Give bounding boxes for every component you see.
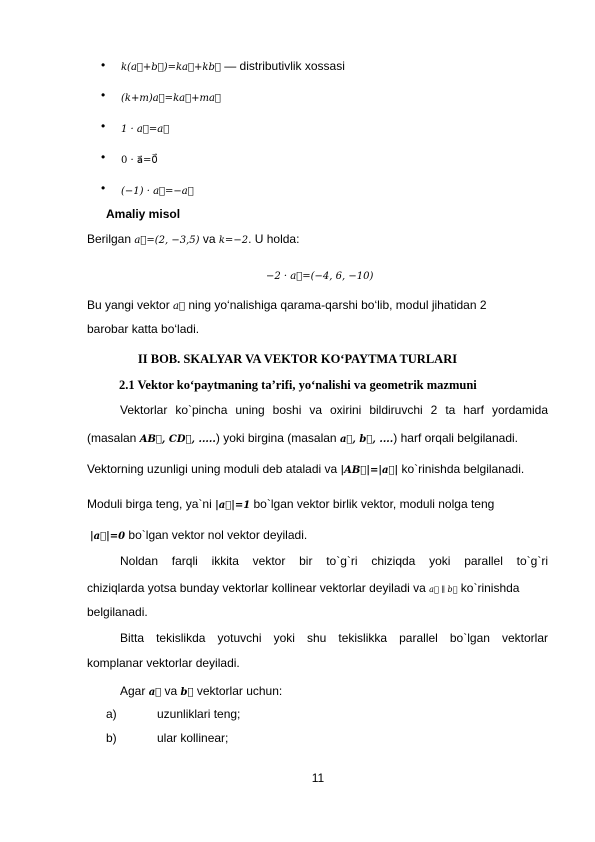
formula: a⃗ bbox=[173, 301, 186, 312]
list-item-marker: b) bbox=[106, 731, 117, 745]
example-result bbox=[266, 266, 373, 284]
section-title: 2.1 Vektor ko‘paytmaning ta’rifi, yo‘nalishi va geometrik mazmuni bbox=[119, 378, 477, 392]
list-item bbox=[121, 150, 158, 168]
paragraph-line: komplanar vektorlar deyiladi. bbox=[87, 656, 240, 670]
paragraph-line: Vektorlar ko`pincha uning boshi va oxirini bildiruvchi 2 ta harf yordamida bbox=[120, 403, 548, 417]
list-item: • bbox=[101, 88, 106, 102]
paragraph-line: Bitta tekislikda yotuvchi yoki shu tekislikka parallel bo`lgan vektorlar bbox=[120, 631, 548, 645]
paragraph-line: Moduli birga teng, ya`ni |a⃗|=1 bo`lgan vektor birlik vektor, moduli nolga teng bbox=[87, 497, 495, 511]
list-item bbox=[121, 88, 221, 106]
list-item: • bbox=[101, 181, 106, 195]
formula: a⃗, b⃗, .... bbox=[339, 434, 394, 445]
list-item: • bbox=[101, 150, 106, 164]
page-number: 11 bbox=[311, 771, 325, 785]
formula: k(a⃗+b⃗)=ka⃗+kb⃗ bbox=[121, 62, 221, 73]
list-item bbox=[121, 181, 194, 199]
formula: (−1) · a⃗=−a⃗ bbox=[121, 186, 194, 197]
list-item-marker: a) bbox=[106, 707, 117, 721]
list-item bbox=[121, 119, 169, 137]
example-given: Berilgan a⃗=(2, −3,5) va k=−2. U holda: bbox=[87, 232, 300, 246]
paragraph-line: Agar a⃗ va b⃗ vektorlar uchun: bbox=[120, 684, 283, 698]
formula: |a⃗|=0 bbox=[90, 531, 126, 542]
formula: k=−2 bbox=[218, 235, 249, 246]
paragraph-line: belgilanadi. bbox=[87, 605, 148, 619]
example-explanation-cont: barobar katta bo‘ladi. bbox=[87, 322, 200, 336]
paragraph-line: Vektorning uzunligi uning moduli deb ataladi va |AB⃗|=|a⃗| ko`rinishda belgilanadi. bbox=[87, 462, 525, 476]
formula: (k+m)a⃗=ka⃗+ma⃗ bbox=[121, 93, 221, 104]
list-item bbox=[121, 57, 345, 75]
example-heading: Amaliy misol bbox=[106, 207, 181, 221]
list-item-text: uzunliklari teng; bbox=[157, 707, 241, 721]
paragraph-line: |a⃗|=0 bo`lgan vektor nol vektor deyiladi. bbox=[90, 528, 308, 542]
list-item: • bbox=[101, 119, 106, 133]
formula: a⃗=(2, −3,5) bbox=[134, 235, 200, 246]
formula: 0 · a⃗=0⃗ bbox=[121, 155, 158, 166]
formula: |a⃗|=1 bbox=[215, 500, 251, 511]
formula: a⃗ bbox=[148, 687, 162, 698]
formula: 1 · a⃗=a⃗ bbox=[121, 124, 170, 135]
formula: −2 · a⃗=(−4, 6, −10) bbox=[266, 271, 374, 282]
paragraph-line: chiziqlarda yotsa bunday vektorlar kollinear vektorlar deyiladi va a⃗ ∥ b⃗ ko`rinishda bbox=[87, 581, 520, 595]
paragraph-line: (masalan AB⃗, CD⃗, .....) yoki birgina (masalan a⃗, b⃗, ....) harf orqali belgilanadi. bbox=[87, 431, 519, 445]
chapter-title: II BOB. SKALYAR VA VEKTOR KO‘PAYTMA TURLARI bbox=[137, 352, 458, 366]
list-item: • bbox=[101, 58, 106, 72]
formula: b⃗ bbox=[180, 687, 194, 698]
formula: AB⃗, CD⃗, ..... bbox=[139, 434, 216, 445]
list-item-text: — distributivlik xossasi bbox=[220, 59, 345, 73]
formula: |AB⃗|=|a⃗| bbox=[340, 465, 399, 476]
formula: a⃗ ∥ b⃗ bbox=[429, 585, 458, 594]
list-item-text: ular kollinear; bbox=[157, 731, 229, 745]
example-explanation: Bu yangi vektor a⃗ ning yo‘nalishiga qarama-qarshi bo‘lib, modul jihatidan 2 bbox=[87, 298, 487, 312]
paragraph-line: Noldan farqli ikkita vektor bir to`g`ri chiziqda yoki parallel to`g`ri bbox=[120, 554, 548, 568]
